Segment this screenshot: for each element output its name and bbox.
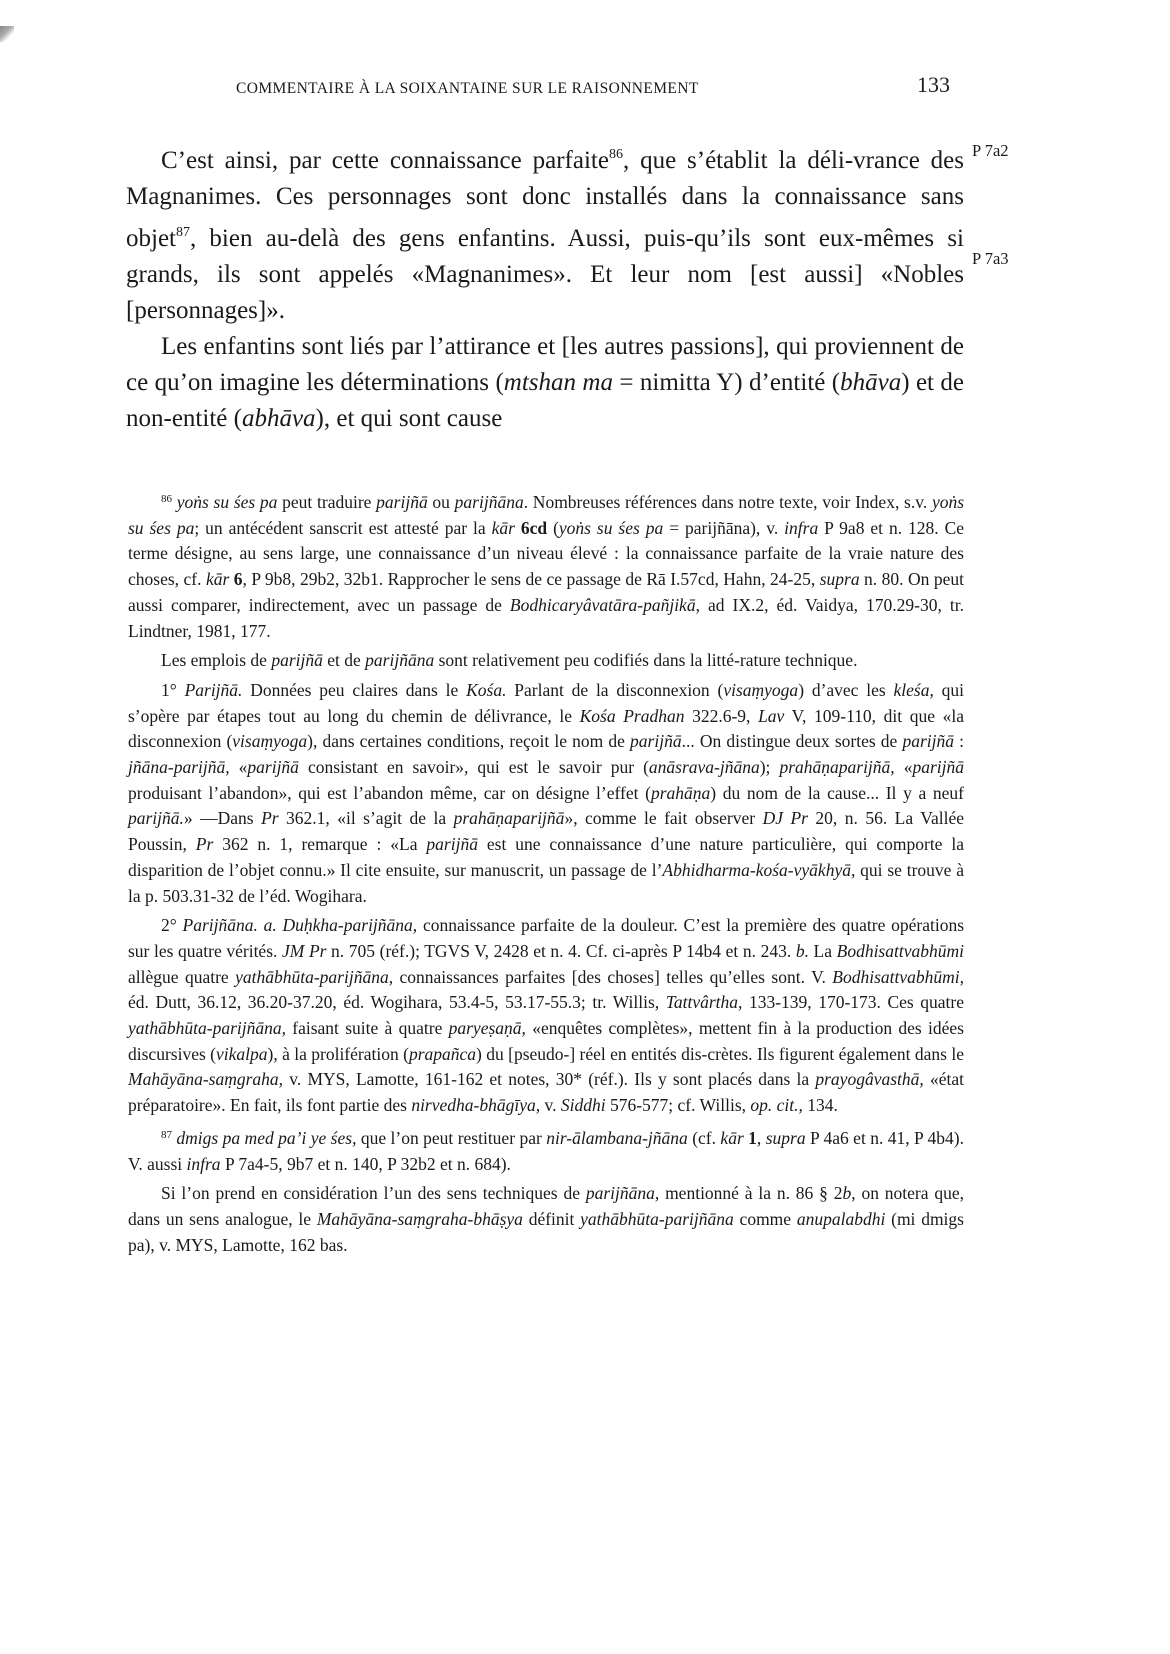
italic-term: yoṅs su śes pa	[128, 492, 965, 538]
text-run: 20, n. 56. La Vallée Poussin,	[128, 808, 964, 855]
text-run: , ad IX.2, éd. Vaidya, 170.29-30, tr. Lindtner, 1981, 177.	[128, 594, 964, 641]
text-run: peut traduire	[277, 492, 377, 512]
italic-term: Bodhisattvabhūmi,	[832, 966, 964, 987]
italic-term: vikalpa	[215, 1043, 268, 1064]
text-run: qui s’opère par étapes tout au long du chemin de délivrance, le	[128, 679, 964, 726]
text-run: sont relativement peu codifiés dans la litté-rature technique.	[434, 650, 858, 671]
italic-term: yathābhūta-parijñāna	[580, 1208, 734, 1229]
text-run: ; un antécédent sanscrit est attesté par la	[194, 517, 492, 538]
text-run: V, 109-110, dit que «la disconnexion (	[128, 705, 965, 752]
italic-term: prayogâvasthā,	[815, 1069, 924, 1090]
italic-term: anupalabdhi	[796, 1208, 886, 1229]
italic-term: b.	[795, 940, 809, 961]
footnote-86-para-3	[128, 678, 964, 909]
italic-term: parijñā	[247, 757, 299, 778]
text-run: P 9a8 et n. 128. Ce terme désigne, au sens large, une connaissance d’un niveau élevé : la connaissance parfaite de la vraie nature des choses, cf.	[128, 517, 965, 590]
italic-term: visaṃyoga	[723, 679, 799, 700]
bold-term: 6cd	[520, 517, 548, 538]
italic-term: dmigs pa med pa’i ye śes,	[176, 1127, 357, 1148]
text-run: , P 9b8, 29b2, 32b1. Rapprocher le sens de ce passage de Rā I.57cd, Hahn, 24-25,	[242, 569, 820, 590]
footnote-86-para-4	[128, 913, 964, 1119]
text-run: 362 n. 1, remarque : «La	[213, 834, 427, 855]
margin-ref-p7a2: P 7a2	[972, 141, 1009, 160]
text-run: :	[953, 731, 964, 752]
italic-term: Bodhicaryâvatāra-pañjikā	[509, 594, 696, 615]
footnotes	[128, 487, 964, 1258]
italic-term: yoṅs su śes pa	[176, 492, 278, 512]
italic-term: nir-ālambana-jñāna	[546, 1127, 688, 1148]
text-run: La	[808, 940, 837, 961]
text-run: est une connaissance d’une nature particulière, qui comporte la disparition de l’objet connu.» Il cite ensuite, sur manuscrit, un passage de l’	[128, 834, 965, 880]
text-run: et de	[322, 650, 366, 671]
text-run: 133-139, 170-173. Ces quatre	[742, 992, 965, 1013]
italic-term: parijñā	[376, 492, 428, 512]
italic-term: supra	[819, 569, 860, 590]
italic-term: parijñā	[426, 834, 478, 855]
italic-term: infra	[784, 517, 819, 538]
italic-term: parijñā.	[128, 808, 184, 829]
footnote-number: 86	[161, 493, 172, 505]
italic-term: Parijñā.	[184, 679, 243, 700]
text-run: ,	[756, 1127, 766, 1148]
italic-term: anāsrava-jñāna	[648, 757, 760, 778]
text-run: «enquêtes complètes», mettent fin à la production des idées discursives (	[128, 1018, 964, 1064]
text-run: «état préparatoire». En fait, ils font partie des	[128, 1069, 964, 1116]
text-run: ) d’avec les	[798, 679, 894, 700]
main-paragraph-2: Les enfantins sont liés par l’attirance et [les autres passions], qui proviennent de ce qu’on imagine les déterminations (mtshan ma = nimitta Y) d’entité (bhāva) et de non-entité (abhāva), et qui sont cause	[126, 333, 965, 432]
italic-term: Pr	[261, 808, 279, 829]
italic-term: prahāṇaparijñā	[453, 808, 565, 829]
italic-term: paryeṣaṇā,	[448, 1018, 526, 1039]
running-header	[126, 70, 964, 110]
footnote-ref-87[interactable]: 87	[176, 225, 190, 240]
italic-term: parijñāna	[454, 492, 524, 512]
text-run: ou	[427, 492, 455, 512]
italic-term: Mahāyāna-saṃgraha,	[128, 1069, 284, 1090]
text-run: comme	[733, 1208, 797, 1229]
italic-term: Tattvârtha,	[665, 992, 743, 1013]
text-run: ) du [pseudo-] réel en entités dis-crètes. Ils figurent également dans le	[476, 1043, 964, 1064]
text-run: Parlant de la disconnexion (	[506, 679, 724, 700]
italic-term: DJ Pr	[762, 808, 808, 829]
text-run: 576-577; cf. Willis,	[605, 1095, 751, 1116]
italic-term: Siddhi	[560, 1095, 606, 1116]
text-run: que l’on peut restituer par	[356, 1127, 547, 1148]
italic-term: Parijñāna.	[182, 915, 258, 936]
text-run: 362.1, «il s’agit de la	[278, 808, 454, 829]
text-run: Si l’on prend en considération l’un des sens techniques de	[161, 1183, 586, 1204]
italic-term: prapañca	[408, 1043, 477, 1064]
italic-term: a.	[263, 915, 277, 936]
text-run: «	[229, 757, 248, 778]
text-run: consistant en savoir», qui est le savoir pur (	[298, 757, 649, 778]
text-run: 2°	[161, 915, 183, 936]
text-run: ), dans certaines conditions, reçoit le nom de	[307, 731, 631, 752]
text-run: (	[547, 517, 559, 538]
text-run: (cf.	[687, 1127, 721, 1148]
italic-term: kār	[720, 1127, 744, 1148]
text-run: produisant l’abandon», qui est l’abandon même, car on désigne l’effet (	[128, 782, 651, 803]
italic-term: Kośa Pradhan	[579, 705, 685, 726]
italic-term: jñāna-parijñā,	[128, 757, 230, 778]
bold-term: 1	[748, 1127, 757, 1148]
text-run: n. 80. On peut aussi comparer, indirectement, avec un passage de	[128, 569, 964, 615]
text-run: . Nombreuses références dans notre texte, voir Index, s.v.	[523, 492, 932, 512]
italic-term: infra	[186, 1153, 221, 1174]
italic-term: yathābhūta-parijñāna,	[235, 966, 394, 987]
italic-term: parijñāna	[365, 650, 435, 671]
text-run: 322.6-9,	[684, 705, 759, 726]
italic-term: Pr	[195, 834, 214, 855]
italic-term: nirvedha-bhāgīya,	[411, 1095, 541, 1116]
footnote-86-para-2	[128, 648, 964, 674]
italic-term: b	[842, 1183, 852, 1204]
footnote-number: 87	[161, 1128, 172, 1141]
bold-term: 6	[233, 569, 243, 590]
text-run: P 7a4-5, 9b7 et n. 140, P 32b2 et n. 684).	[220, 1153, 511, 1174]
text-run: Les emplois de	[161, 650, 272, 671]
text-run: = parijñāna), v.	[663, 517, 785, 538]
italic-term: parijñā	[902, 731, 954, 752]
italic-term: parijñā	[630, 731, 682, 752]
italic-term: Duḥkha-parijñāna,	[282, 915, 418, 936]
text-run: Données peu claires dans le	[242, 679, 467, 700]
text-run: qui se trouve à la p. 503.31-32 de l’éd. Wogihara.	[128, 859, 964, 906]
main-text	[126, 137, 964, 437]
text-run: n. 705 (réf.); TGVS V, 2428 et n. 4. Cf. ci-après P 14b4 et n. 243.	[326, 940, 796, 961]
text-run: éd. Dutt, 36.12, 36.20-37.20, éd. Wogihara, 53.4-5, 53.17-55.3; tr. Willis,	[128, 992, 666, 1013]
page-number: 133	[917, 72, 950, 97]
footnote-87-para-2	[128, 1181, 964, 1258]
italic-term: Lav	[758, 705, 785, 726]
main-paragraph-1: C’est ainsi, par cette connaissance parfaite$^{86}$, que s’établit la déli-vrance des Magnanimes. Ces personnages sont donc installés dans la connaissance sans objet$^{87}$, bien au-delà des gens enfantins. Aussi, puis-qu’ils sont eux-mêmes si grands, ils sont appelés «Magnanimes». Et leur nom [est aussi] «Nobles [personnages]».	[126, 147, 964, 324]
scan-corner-mark	[0, 26, 14, 42]
text-run: » —Dans	[183, 808, 262, 829]
text-run: connaissances parfaites [des choses] telles qu’elles sont. V.	[393, 966, 833, 987]
italic-term: parijñāna,	[585, 1183, 660, 1204]
text-run: mentionné à la n. 86 § 2	[659, 1183, 843, 1204]
text-run: v.	[540, 1095, 561, 1116]
italic-term: kleśa,	[893, 679, 934, 700]
italic-term: kār	[205, 569, 230, 590]
footnote-86	[128, 487, 964, 644]
italic-term: supra	[765, 1127, 806, 1148]
text-run: 134.	[802, 1095, 838, 1116]
text-run: ), à la prolifération (	[267, 1043, 409, 1064]
text-run: ) du nom de la cause... Il y a neuf	[710, 782, 964, 803]
italic-term: Abhidharma-kośa-vyākhyā,	[662, 859, 856, 880]
text-run: , on notera que, dans un sens analogue, le	[128, 1183, 964, 1229]
text-run: (mi dmigs pa), v. MYS, Lamotte, 162 bas.	[128, 1208, 964, 1255]
text-run: allègue quatre	[128, 966, 236, 987]
italic-term: Kośa.	[466, 679, 507, 700]
italic-term: prahāṇa	[650, 782, 711, 803]
text-run: définit	[522, 1208, 581, 1229]
running-title: COMMENTAIRE À LA SOIXANTAINE SUR LE RAISONNEMENT	[236, 80, 699, 97]
italic-term: kār	[491, 517, 515, 538]
text-run: », comme le fait observer	[564, 808, 763, 829]
text-run: 1°	[161, 679, 185, 700]
text-run: faisant suite à quatre	[285, 1018, 449, 1039]
italic-term: Mahāyāna-saṃgraha-bhāṣya	[316, 1208, 523, 1229]
text-run: «	[894, 757, 913, 778]
footnote-87	[128, 1123, 964, 1177]
text-run: P 4a6 et n. 41, P 4b4). V. aussi	[128, 1127, 965, 1174]
margin-ref-p7a3: P 7a3	[972, 249, 1009, 268]
italic-term: prahāṇaparijñā,	[779, 757, 895, 778]
italic-term: JM Pr	[282, 940, 327, 961]
text-run: connaissance parfaite de la douleur. C’est la première des quatre opérations sur les quatre vérités.	[128, 915, 965, 961]
italic-term: op. cit.,	[750, 1095, 803, 1116]
footnote-ref-86[interactable]: 86	[608, 147, 623, 162]
italic-term: visaṃyoga	[232, 731, 308, 752]
italic-term: yoṅs su śes pa	[558, 517, 664, 538]
italic-term: Bodhisattvabhūmi	[836, 940, 964, 961]
text-run: );	[759, 757, 780, 778]
text-run: v. MYS, Lamotte, 161-162 et notes, 30* (réf.). Ils y sont placés dans la	[283, 1069, 816, 1090]
italic-term: parijñā	[271, 650, 323, 671]
text-run: ... On distingue deux sortes de	[681, 731, 903, 752]
italic-term: parijñā	[912, 757, 965, 778]
italic-term: yathābhūta-parijñāna,	[128, 1018, 286, 1039]
